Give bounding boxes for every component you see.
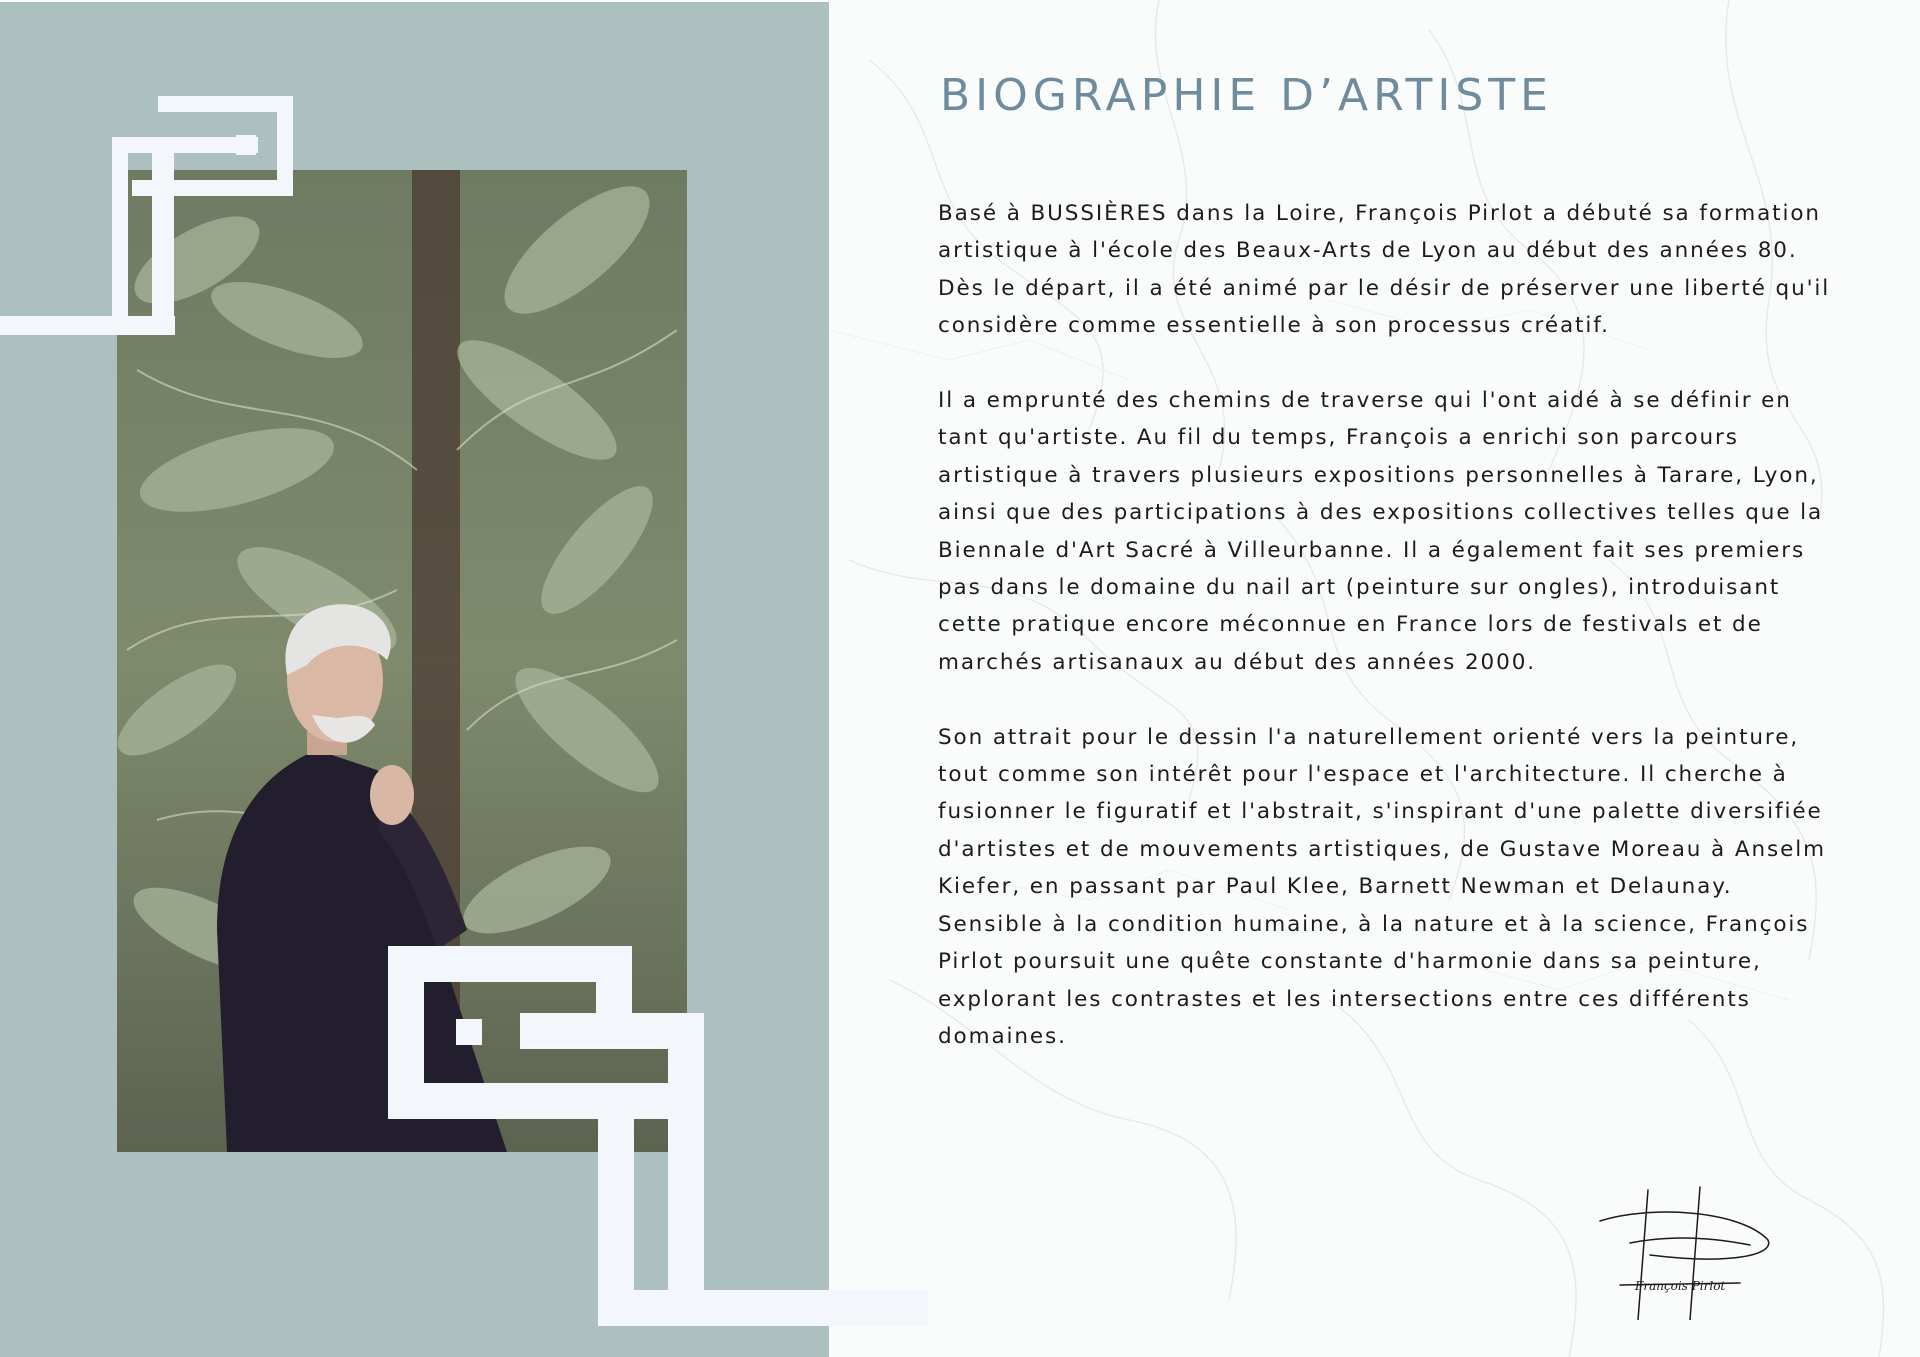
artist-photo [117, 170, 687, 1152]
biography-text [938, 195, 1838, 1093]
bio-paragraph-3: Son attrait pour le dessin l'a naturellement orienté vers la peinture, tout comme son intérêt pour l'espace et l'architecture. Il cherche à fusionner le figuratif et l'abstrait, s'inspirant d'une palette diversifiée d'artistes et de mouvements artistiques, de Gustave Moreau à Anselm Kiefer, en passant par Paul Klee, Barnett Newman et Delaunay. Sensible à la condition humaine, à la nature et à la science, François Pirlot poursuit une quête constante d'harmonie dans sa peinture, explorant les contrastes et les intersections entre ces différents domaines. [938, 724, 1826, 1049]
bio-paragraph-2: Il a emprunté des chemins de traverse qui l'ont aidé à se définir en tant qu'artiste. Au fil du temps, François a enrichi son parcours artistique à travers plusieurs expositions personnelles à Tarare, Lyon, ainsi que des participations à des expositions collectives telles que la Biennale d'Art Sacré à Villeurbanne. Il a également fait ses premiers pas dans le domaine du nail art (peinture sur ongles), introduisant cette pratique encore méconnue en France lors de festivals et de marchés artisanaux au début des années 2000. [938, 388, 1824, 675]
artist-signature [1590, 1185, 1780, 1320]
page-title: BIOGRAPHIE D’ARTISTE [940, 70, 1553, 121]
bio-paragraph-1: Basé à BUSSIÈRES dans la Loire, François Pirlot a débuté sa formation artistique à l'école des Beaux-Arts de Lyon au début des années 80. Dès le départ, il a été animé par le désir de préserver une liberté qu'il considère comme essentielle à son processus créatif. [938, 201, 1831, 339]
signature-handwriting: François Pirlot [1635, 1279, 1726, 1293]
